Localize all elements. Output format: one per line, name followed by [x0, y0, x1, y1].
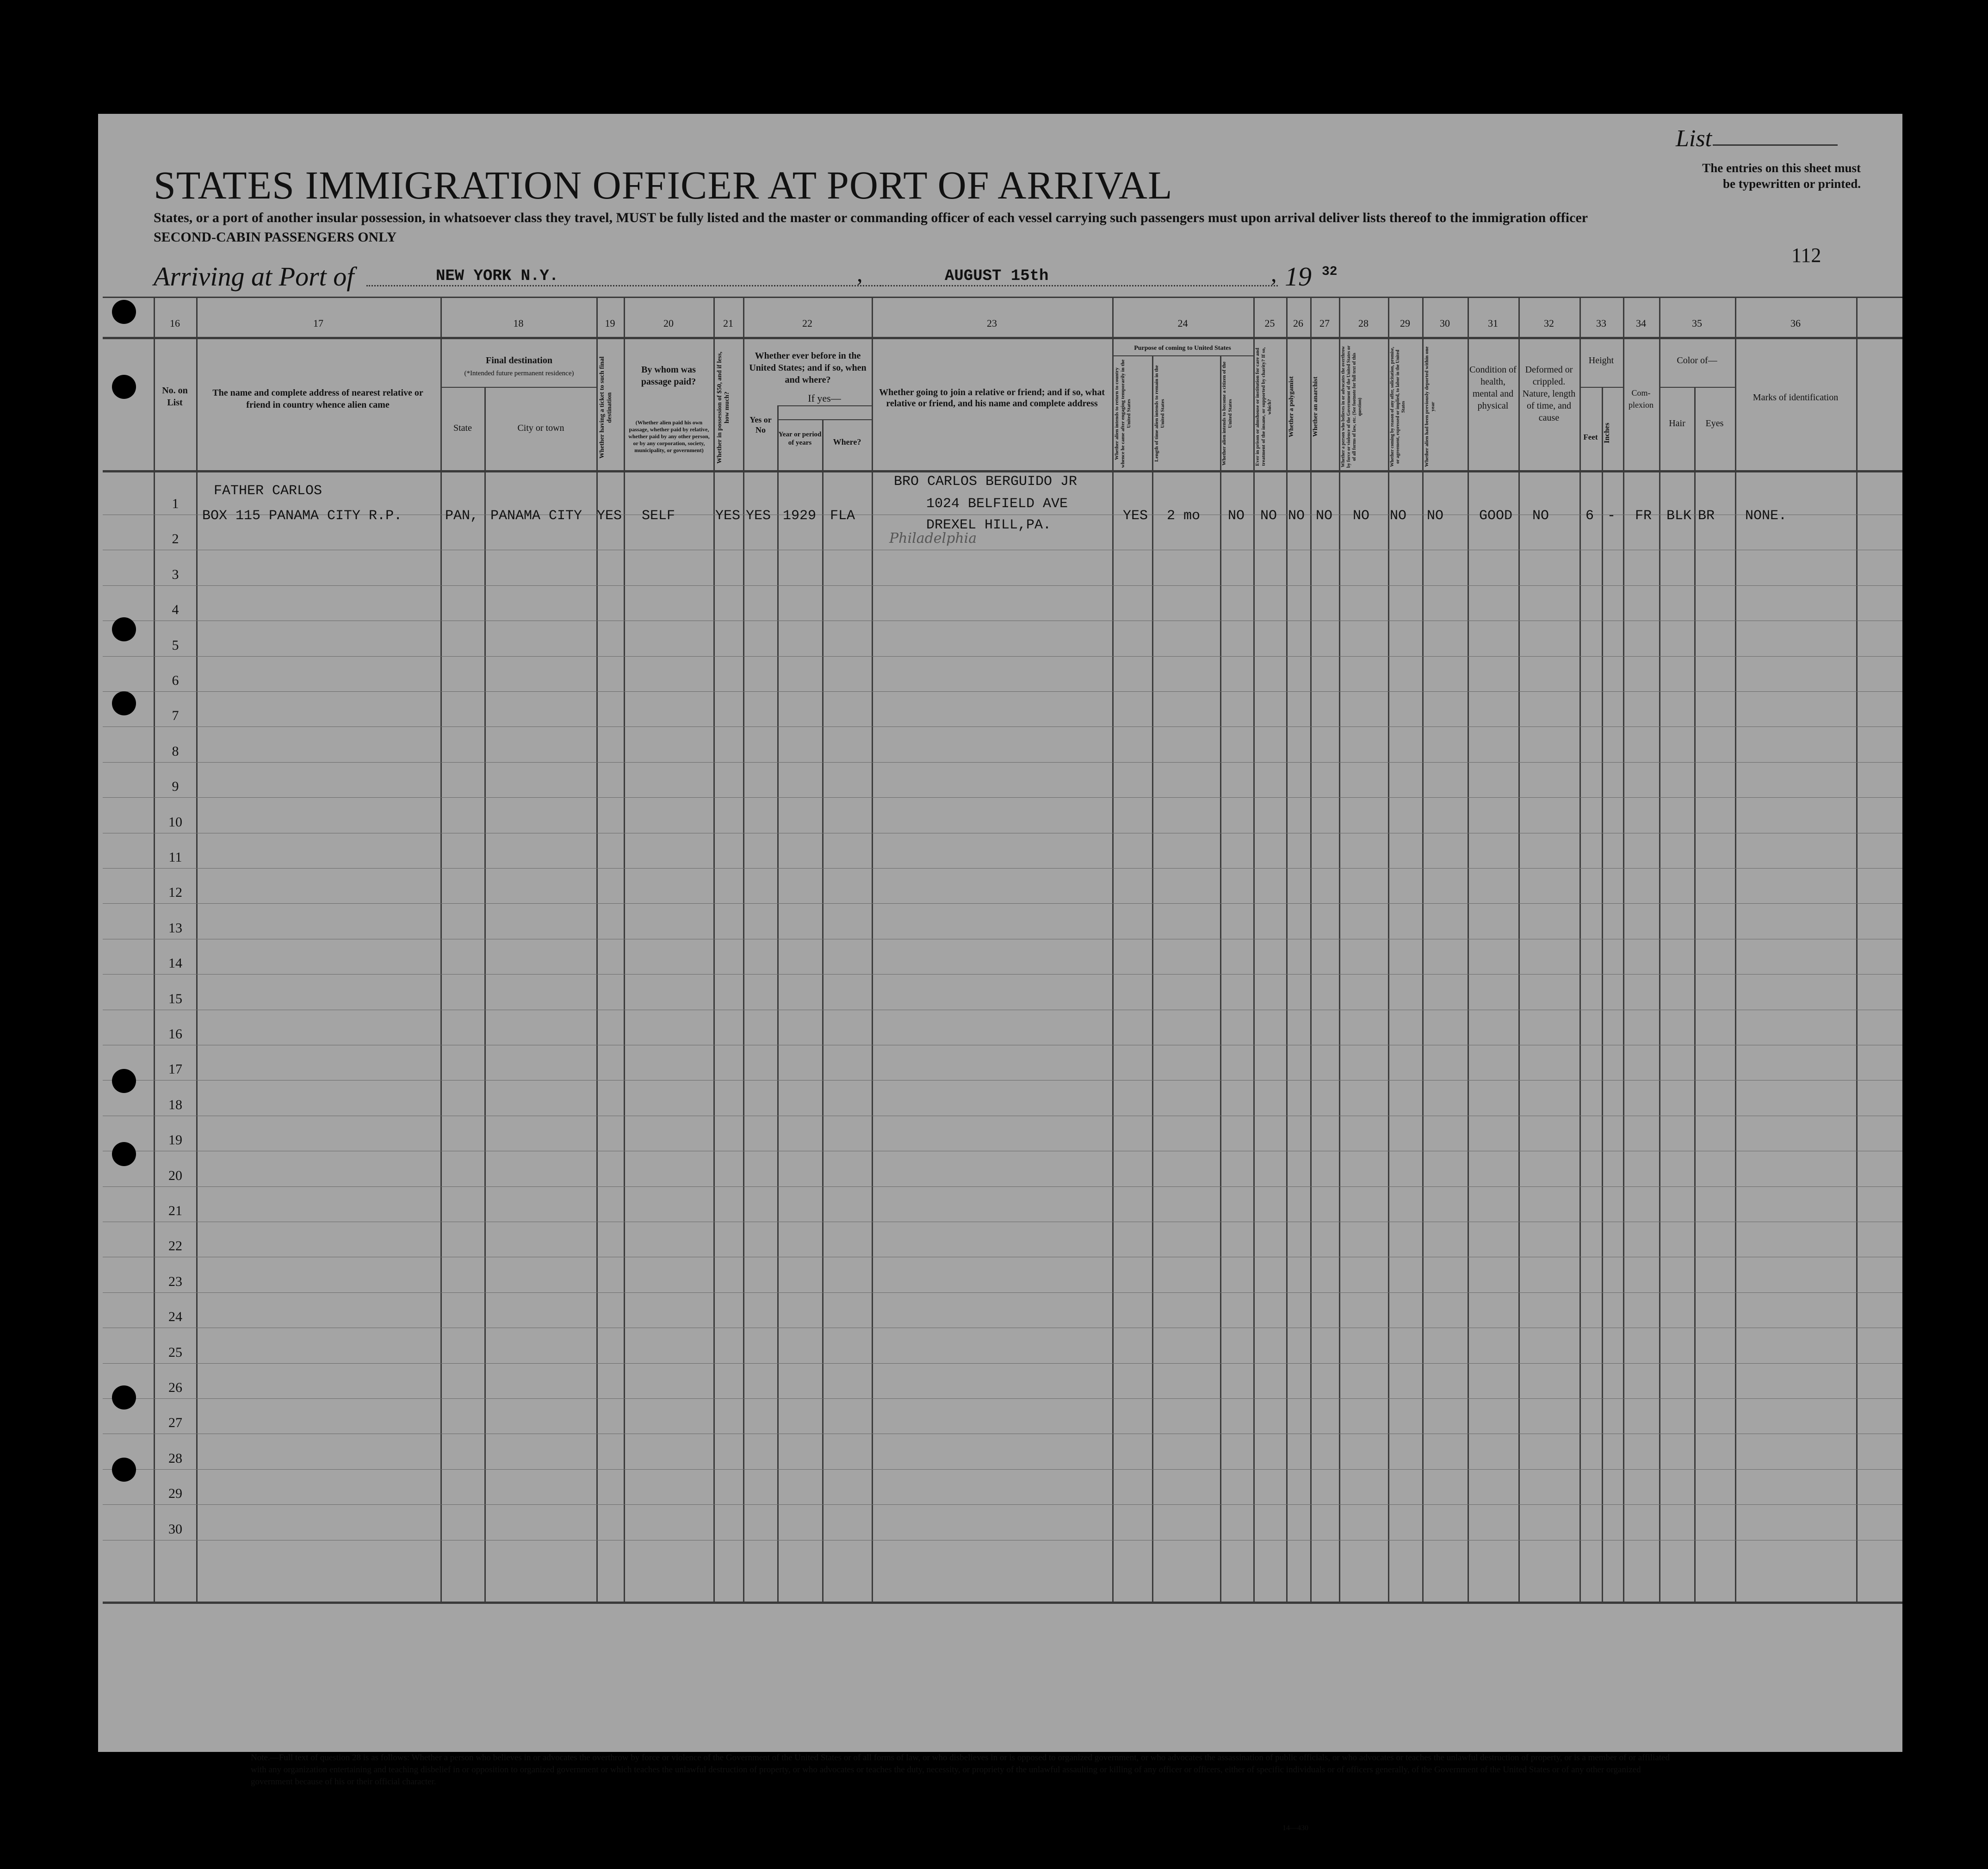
colnum-19: 19 — [605, 317, 615, 329]
row-rule — [103, 1504, 1902, 1505]
col-divider-25 — [1253, 297, 1255, 1602]
row-rule — [103, 868, 1902, 869]
binder-hole — [112, 691, 136, 715]
binder-hole — [112, 1142, 136, 1166]
instruction-text: States, or a port of another insular possession, in whatsoever class they travel, MUST be fully listed and the master or commanding officer of each vessel carrying such passengers must upon arrival deliver lists thereof to the immigration officer — [154, 210, 1588, 225]
entry-citizen: NO — [1228, 508, 1245, 524]
col-divider-17 — [196, 297, 198, 1602]
row-number: 5 — [172, 637, 179, 653]
page-title: STATES IMMIGRATION OFFICER AT PORT OF ARRIVAL — [154, 163, 1173, 207]
row-number: 18 — [168, 1097, 182, 1112]
row-number: 26 — [168, 1380, 182, 1395]
row-rule — [103, 1363, 1902, 1364]
row-number: 7 — [172, 708, 179, 724]
header-color: Color of— — [1677, 355, 1717, 366]
row-rule — [103, 1398, 1902, 1399]
header-final-destination-note: (*Intended future permanent residence) — [464, 370, 574, 377]
row-number: 19 — [168, 1132, 182, 1148]
ifyes-rule — [777, 405, 872, 406]
colnum-25: 25 — [1264, 317, 1275, 329]
colnum-33: 33 — [1596, 317, 1606, 329]
row-rule — [103, 726, 1902, 727]
binder-hole — [112, 375, 136, 399]
binder-hole — [112, 1385, 136, 1410]
row-number: 2 — [172, 531, 179, 547]
row-number: 22 — [168, 1238, 182, 1254]
header-if-yes: If yes— — [808, 392, 841, 404]
row-number: 27 — [168, 1415, 182, 1431]
entries-note — [1629, 160, 1861, 192]
purpose-rule — [1112, 355, 1253, 356]
entry-join-line-1: BRO CARLOS BERGUIDO JR — [894, 474, 1078, 490]
header-length-of-stay: Length of time alien intends to remain in the United States — [1154, 365, 1165, 462]
entry-marks: NONE. — [1745, 508, 1787, 524]
colnum-27: 27 — [1319, 317, 1330, 329]
colnum-32: 32 — [1544, 317, 1554, 329]
entry-join-handwritten: Philadelphia — [889, 530, 977, 546]
entry-before-in-us: YES — [746, 508, 771, 524]
entry-prison: NO — [1260, 508, 1277, 524]
row-number: 8 — [172, 743, 179, 759]
table-bottom-rule — [103, 1602, 1902, 1604]
entry-length: 2 mo — [1167, 508, 1201, 524]
header-no-on-list: No. on List — [162, 385, 188, 408]
colnum-26: 26 — [1293, 317, 1303, 329]
col-divider-21 — [713, 297, 715, 1602]
entry-return: YES — [1123, 508, 1148, 524]
col-divider-23 — [872, 297, 873, 1602]
header-inches: Inches — [1603, 422, 1611, 444]
binder-hole — [112, 300, 136, 324]
header-ticket: Whether having a ticket to such final destination — [599, 356, 613, 459]
row-rule — [103, 585, 1902, 586]
row-number: 30 — [168, 1521, 182, 1537]
col-divider-18b — [484, 387, 486, 1602]
column-number-rule — [103, 337, 1902, 339]
col-divider-26 — [1286, 297, 1288, 1602]
footnote-question-28: Note.—Full text of question 28 is as follows: Whether a person who believes in or advocates the overthrow by force or violence of the Government of the United States or of all forms of law, or who disbelieves in or is opposed to organized government, or who advocates the assassination of public officials, or who advocates or teaches the unlawful destruction of property, or is a member of or affiliated with any organization entertaining and teaching disbelief in or opposition to organized government or which teaches the unlawful destruction of property, or who advocates or teaches the duty, necessity, or propriety of the unlawful assaulting or killing of any officer or officers, either of specific individuals or of officers generally, of the Government of the United States or of any other organized government because of his or their official character. — [251, 1753, 1670, 1787]
colnum-29: 29 — [1400, 317, 1410, 329]
row-number: 14 — [168, 956, 182, 971]
col-divider-34 — [1623, 297, 1624, 1602]
header-question-28: Whether a person who believes in or advocates the overthrow by force or violence of the Government of the United States or of all forms of law, etc. (See footnote for full text of this question) — [1341, 345, 1362, 468]
binder-hole — [112, 1458, 136, 1482]
header-polygamist: Whether a polygamist — [1288, 376, 1295, 437]
header-health: Condition of health, mental and physical — [1469, 365, 1517, 411]
entry-q29: NO — [1390, 508, 1407, 524]
entry-q28: NO — [1353, 508, 1370, 524]
colnum-23: 23 — [987, 317, 997, 329]
row-number: 1 — [172, 496, 179, 511]
col-divider-end — [1856, 297, 1858, 1602]
col-divider-35 — [1659, 297, 1660, 1602]
header-state: State — [453, 423, 472, 433]
entry-eyes: BR — [1698, 508, 1715, 524]
entry-ticket: YES — [597, 508, 622, 524]
col-divider-22 — [743, 297, 744, 1602]
year-prefix: 19 — [1285, 261, 1312, 292]
row-number: 11 — [168, 850, 182, 865]
row-number: 9 — [172, 779, 179, 795]
row-rule — [103, 974, 1902, 975]
entry-paid-by: SELF — [642, 508, 675, 524]
height-rule — [1579, 387, 1623, 388]
colnum-28: 28 — [1358, 317, 1369, 329]
colnum-36: 36 — [1790, 317, 1801, 329]
header-passage-note: (Whether alien paid his own passage, whether paid by relative, whether paid by any other person, or by any corporation, society, municipality, or government) — [628, 419, 710, 453]
col-divider-33 — [1579, 297, 1581, 1602]
date-value: AUGUST 15th — [945, 267, 1049, 285]
row-number: 25 — [168, 1344, 182, 1360]
entry-polygamist: NO — [1288, 508, 1305, 524]
colnum-20: 20 — [663, 317, 674, 329]
form-number: 14—430 — [1282, 1824, 1308, 1832]
entry-deformed: NO — [1532, 508, 1549, 524]
row-number: 16 — [168, 1026, 182, 1042]
entry-hair: BLK — [1666, 508, 1692, 524]
entry-feet: 6 — [1585, 508, 1594, 524]
colnum-17: 17 — [313, 317, 323, 329]
manifest-sheet — [98, 114, 1902, 1832]
table-top-rule — [103, 297, 1902, 298]
header-citizen: Whether alien intends to become a citizen of the United States — [1221, 361, 1233, 466]
header-marks: Marks of identification — [1753, 392, 1839, 403]
row-rule — [103, 1186, 1902, 1187]
row-number: 6 — [172, 673, 179, 688]
row-rule — [103, 1469, 1902, 1470]
entry-where: FLA — [830, 508, 855, 524]
entry-relative-address: BOX 115 PANAMA CITY R.P. — [202, 508, 403, 524]
row-number: 17 — [168, 1062, 182, 1077]
row-rule — [103, 691, 1902, 692]
col-divider-35b — [1694, 387, 1696, 1602]
row-number: 23 — [168, 1273, 182, 1289]
col-divider-22c — [822, 419, 824, 1602]
col-divider-20 — [624, 297, 625, 1602]
header-purpose: Purpose of coming to United States — [1134, 345, 1231, 352]
col-divider-24c — [1220, 355, 1221, 1602]
header-money: Whether in possession of $50, and if less, how much? — [716, 351, 731, 464]
header-eyes: Eyes — [1705, 418, 1724, 428]
col-divider-18 — [440, 297, 442, 1602]
row-number: 12 — [168, 885, 182, 900]
col-divider-27 — [1310, 297, 1312, 1602]
class-line: SECOND-CABIN PASSENGERS ONLY — [154, 230, 397, 245]
row-rule — [103, 1292, 1902, 1293]
row-rule — [103, 797, 1902, 798]
entry-complexion: FR — [1635, 508, 1652, 524]
header-question-29: Whether coming by reason of any offer, solicitation, promise, or agreement, expressed or implied, to labor in the United States — [1390, 347, 1406, 467]
colnum-24: 24 — [1177, 317, 1188, 329]
row-number: 29 — [168, 1486, 182, 1502]
header-feet: Feet — [1583, 433, 1598, 441]
list-label: List — [1676, 125, 1712, 152]
row-number: 28 — [168, 1450, 182, 1466]
arriving-label: Arriving at Port of — [154, 261, 354, 292]
col-divider-16 — [154, 297, 155, 1602]
header-before-in-us: Whether ever before in the United States; and if so, when and where? — [749, 351, 867, 385]
row-number: 3 — [172, 566, 179, 582]
colnum-16: 16 — [170, 317, 180, 329]
col-divider-32 — [1518, 297, 1520, 1602]
header-relative: The name and complete address of nearest relative or friend in country whence alien came — [212, 388, 423, 410]
ifyes-sub-rule — [777, 419, 872, 420]
header-return: Whether alien intends to return to country whence he came after engaging temporarily in the United States — [1114, 359, 1132, 468]
colnum-34: 34 — [1636, 317, 1646, 329]
year-suffix: 32 — [1322, 265, 1338, 279]
col-divider-24 — [1112, 297, 1114, 1602]
col-divider-28 — [1339, 297, 1340, 1602]
header-complexion: Com-plexion — [1629, 388, 1654, 410]
header-final-destination: Final destination — [486, 355, 552, 366]
row-number: 10 — [168, 814, 182, 830]
entry-city: PANAMA CITY — [490, 508, 582, 524]
header-height: Height — [1588, 355, 1614, 366]
row-number: 4 — [172, 602, 179, 618]
port-comma: , — [857, 261, 863, 286]
dest-sub-rule — [440, 387, 596, 388]
header-bottom-rule — [103, 470, 1902, 472]
colnum-30: 30 — [1440, 317, 1450, 329]
header-years: Year or period of years — [778, 431, 822, 447]
binder-hole — [112, 617, 136, 641]
col-divider-29 — [1388, 297, 1389, 1602]
entry-state: PAN, — [445, 508, 479, 524]
col-divider-33b — [1602, 387, 1603, 1602]
header-deported: Whether alien had been previously deported within one year — [1424, 346, 1436, 467]
row-rule — [103, 656, 1902, 657]
row-number: 24 — [168, 1309, 182, 1325]
colnum-18: 18 — [513, 317, 524, 329]
col-divider-24b — [1152, 355, 1153, 1602]
binder-hole — [112, 1069, 136, 1093]
col-divider-31 — [1468, 297, 1469, 1602]
entry-deported: NO — [1427, 508, 1444, 524]
entry-inches: - — [1607, 508, 1616, 524]
date-field — [880, 264, 1278, 286]
row-number: 20 — [168, 1167, 182, 1183]
col-divider-19 — [596, 297, 598, 1602]
header-yes-no: Yes or No — [749, 415, 772, 435]
header-deformed: Deformed or crippled. Nature, length of time, and cause — [1522, 365, 1576, 423]
entry-anarchist: NO — [1316, 508, 1333, 524]
entries-note-line-2: be typewritten or printed. — [1723, 177, 1861, 191]
header-city: City or town — [517, 423, 564, 433]
entry-relative-name: FATHER CARLOS — [214, 483, 322, 499]
colnum-35: 35 — [1692, 317, 1702, 329]
row-number: 13 — [168, 920, 182, 936]
list-number-line — [1713, 144, 1838, 146]
date-comma: , — [1271, 261, 1277, 286]
entry-join-line-3: DREXEL HILL,PA. — [926, 517, 1052, 533]
entries-note-line-1: The entries on this sheet must — [1702, 161, 1861, 175]
colnum-31: 31 — [1488, 317, 1498, 329]
entry-money: YES — [715, 508, 741, 524]
header-prison: Ever in prison or almshouse or institution for care and treatment of the insane, or supported by charity? If so, which? — [1255, 347, 1272, 466]
sheet-number: 112 — [1791, 244, 1821, 267]
header-passage: By whom was passage paid? — [641, 365, 696, 387]
port-value: NEW YORK N.Y. — [436, 267, 559, 285]
row-number: 21 — [168, 1203, 182, 1218]
entry-join-line-2: 1024 BELFIELD AVE — [926, 496, 1068, 512]
header-where: Where? — [833, 437, 861, 447]
col-divider-36 — [1735, 297, 1736, 1602]
row-number: 15 — [168, 991, 182, 1006]
colnum-21: 21 — [723, 317, 733, 329]
color-rule — [1659, 387, 1735, 388]
colnum-22: 22 — [802, 317, 812, 329]
header-join-relative: Whether going to join a relative or friend; and if so, what relative or friend, and his name and complete address — [879, 387, 1105, 409]
entry-years: 1929 — [783, 508, 817, 524]
row-rule — [103, 762, 1902, 763]
entry-health: GOOD — [1479, 508, 1513, 524]
row-rule — [103, 903, 1902, 904]
header-hair: Hair — [1669, 418, 1685, 428]
header-anarchist: Whether an anarchist — [1312, 376, 1319, 437]
col-divider-30 — [1422, 297, 1424, 1602]
